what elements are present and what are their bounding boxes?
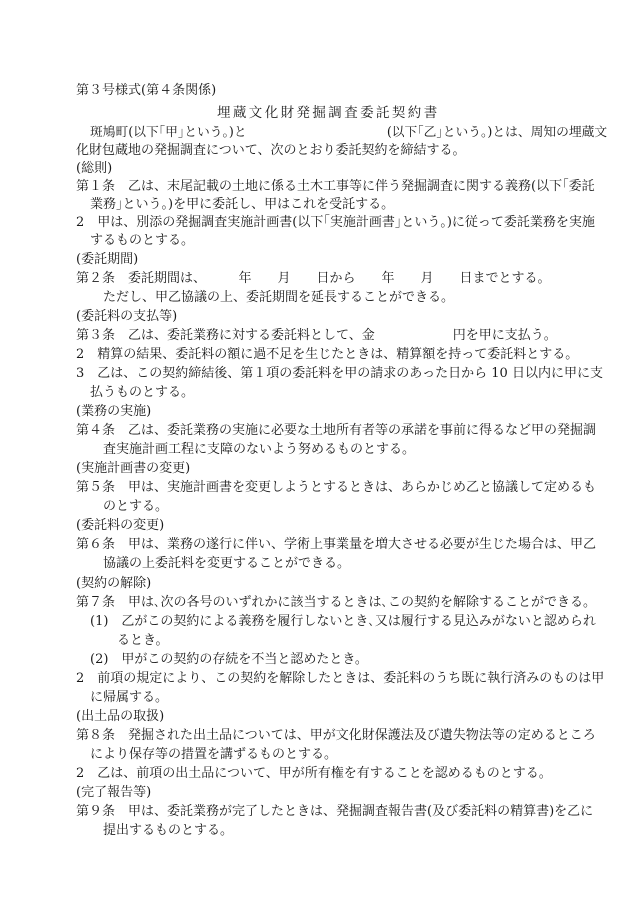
article-7-item-2: (2) 甲がこの契約の存続を不当と認めたとき。: [90, 652, 368, 667]
article-5-line: 第５条 甲は、実施計画書を変更しようとするときは、あらかじめ乙と協議して定めるも: [76, 480, 597, 495]
form-label: 第３号様式(第４条関係): [76, 83, 217, 98]
article-1-paragraph-2: 2 甲は、別添の発掘調査実施計画書(以下｢実施計画書｣という。)に従って委託業務を実施: [76, 215, 595, 230]
section-heading: (出土品の取扱): [76, 709, 165, 724]
document-title: 埋蔵文化財発掘調査委託契約書: [217, 105, 440, 121]
section-heading: (委託料の変更): [76, 518, 165, 533]
article-7-paragraph-2: 2 前項の規定により、この契約を解除したときは、委託料のうち既に執行済みのものは甲: [76, 671, 605, 686]
article-1-line: 業務｣という。)を甲に委託し、甲はこれを受託する。: [90, 197, 395, 212]
article-6-line: 第６条 甲は、業務の遂行に伴い、学術上事業量を増大させる必要が生じた場合は、甲乙: [76, 537, 597, 552]
section-heading: (実施計画書の変更): [76, 461, 191, 476]
article-4-line: 査実施計画工程に支障のないよう努めるものとする。: [103, 442, 416, 457]
article-1-line: 第１条 乙は、末尾記載の土地に係る土木工事等に伴う発掘調査に関する義務(以下｢委託: [76, 179, 595, 194]
section-heading: (業務の実施): [76, 404, 152, 419]
article-7-paragraph-2: に帰属する。: [90, 690, 169, 705]
article-1-paragraph-2: するものとする。: [90, 233, 195, 248]
article-6-line: 協議の上委託料を変更することができる。: [103, 556, 351, 571]
article-5-line: のとする。: [103, 499, 169, 514]
article-8-line: 第８条 発掘された出土品については、甲が文化財保護法及び遺失物法等の定めるところ: [76, 728, 596, 743]
article-8-paragraph-2: 2 乙は、前項の出土品について、甲が所有権を有することを認めるものとする。: [76, 766, 552, 781]
article-3-paragraph-2: 2 精算の結果、委託料の額に過不足を生じたときは、精算額を持って委託料とする。: [76, 347, 579, 362]
article-4-line: 第４条 乙は、委託業務の実施に必要な土地所有者等の承諾を事前に得るなど甲の発掘調: [76, 423, 597, 438]
article-2-proviso: ただし、甲乙協議の上、委託期間を延長することができる。: [103, 290, 455, 305]
section-heading: (総則): [76, 161, 113, 176]
article-7-item-1: るとき。: [117, 633, 169, 648]
section-heading: (委託期間): [76, 252, 139, 267]
article-9-line: 第９条 甲は、委託業務が完了したときは、発掘調査報告書(及び委託料の精算書)を乙に: [76, 804, 594, 819]
section-heading: (完了報告等): [76, 785, 152, 800]
article-2-line: 第２条 委託期間は、 年 月 日から 年 月 日までとする。: [76, 271, 551, 286]
article-9-line: 提出するものとする。: [103, 823, 234, 838]
preamble-line: 斑鳩町(以下｢甲｣という。)と (以下｢乙｣という。)とは、周知の埋蔵文: [90, 125, 608, 140]
section-heading: (委託料の支払等): [76, 309, 178, 324]
preamble-line: 化財包蔵地の発掘調査について、次のとおり委託契約を締結する。: [76, 143, 466, 158]
article-3-line: 第３条 乙は、委託業務に対する委託料として、金 円を甲に支払う。: [76, 328, 557, 343]
section-heading: (契約の解除): [76, 576, 152, 591]
article-3-paragraph-3: 払うものとする。: [90, 385, 195, 400]
article-3-paragraph-3: 3 乙は、この契約締結後、第１項の委託料を甲の請求のあった日から 10 日以内に甲に支: [76, 366, 603, 381]
article-7-line: 第７条 甲は､次の各号のいずれかに該当するときは､この契約を解除することができる。: [76, 595, 597, 610]
article-7-item-1: (1) 乙がこの契約による義務を履行しないとき､又は履行する見込みがないと認められ: [90, 614, 596, 629]
article-8-line: により保存等の措置を講ずるものとする。: [90, 747, 338, 762]
